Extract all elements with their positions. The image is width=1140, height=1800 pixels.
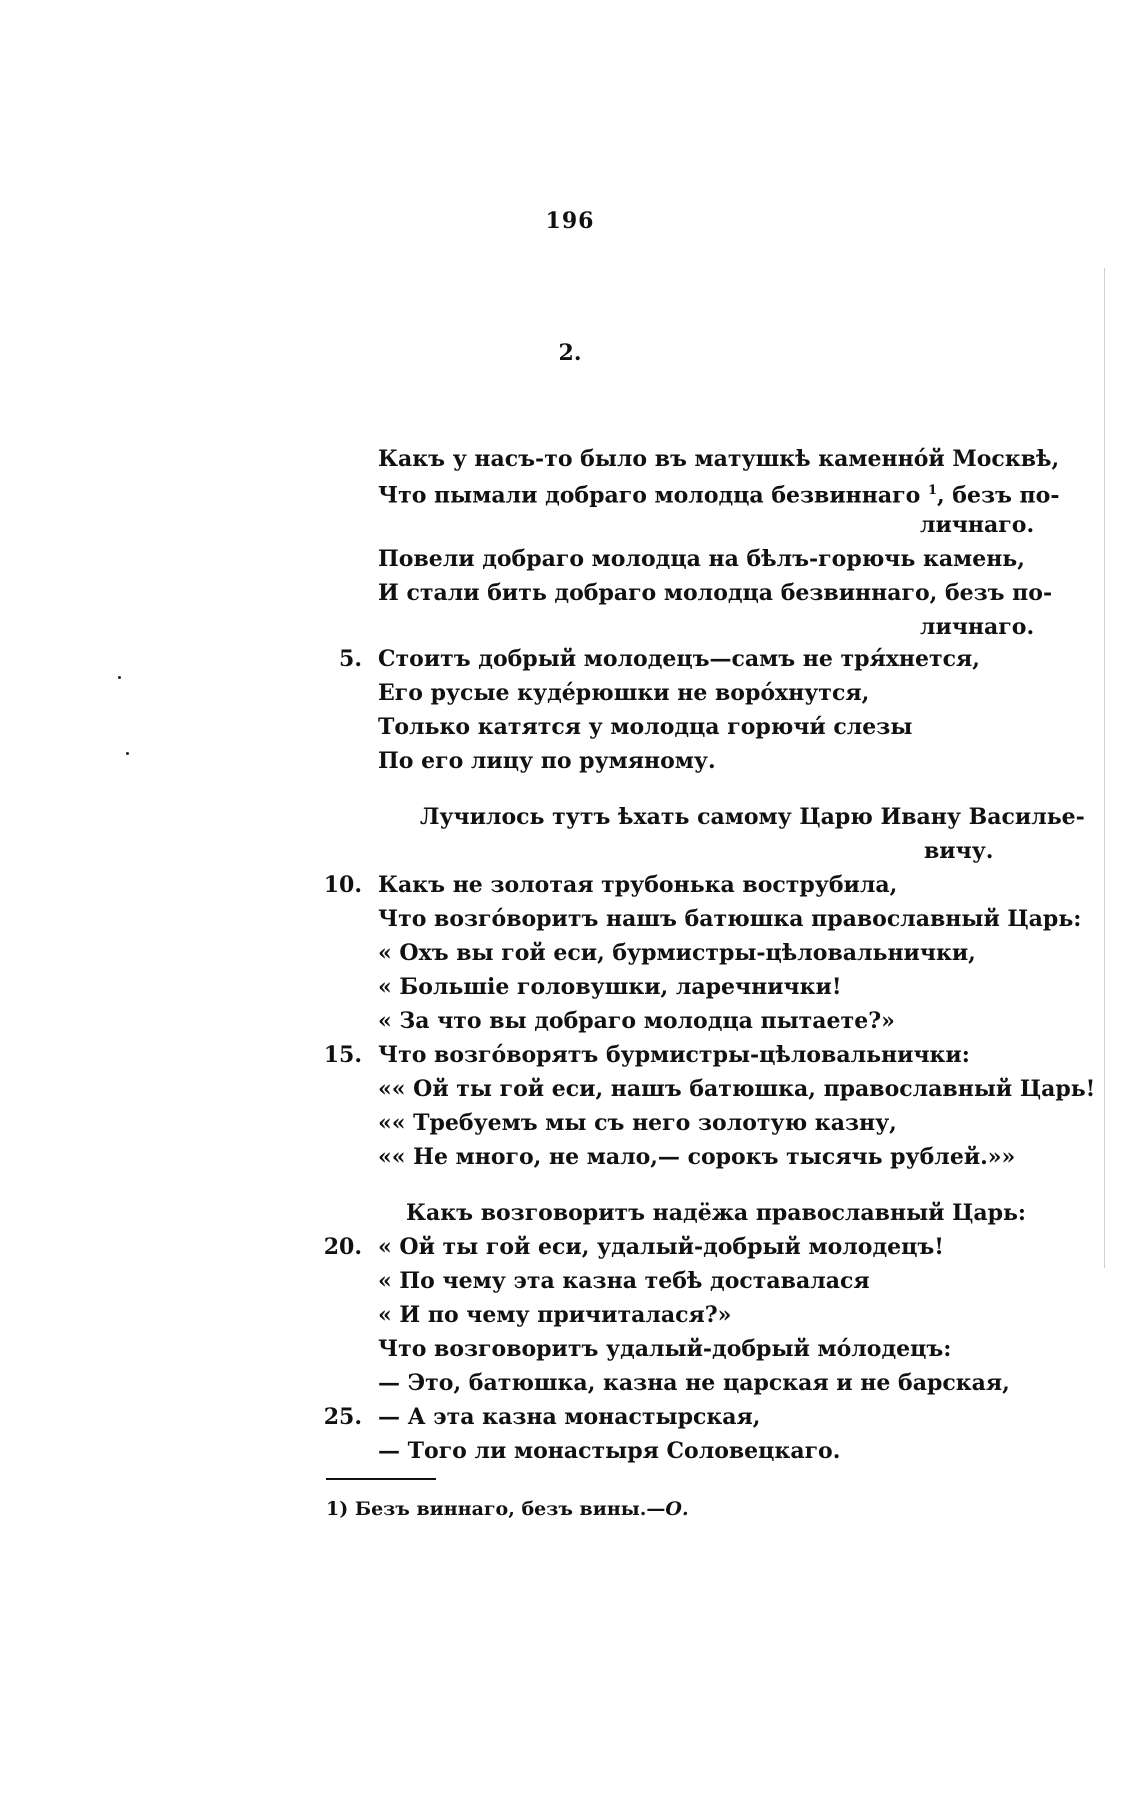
footnote-separator	[326, 1478, 436, 1480]
verse-line-3: Повели добраго молодца на бѣлъ-горючь камень,	[378, 546, 1025, 572]
verse-line-15: Что возго́ворятъ бурмистры-цѣловальнички:	[378, 1042, 970, 1068]
poem-number: 2.	[558, 340, 582, 366]
verse-line-9: Лучилось тутъ ѣхать самому Царю Ивану Василье-	[420, 804, 1085, 830]
verse-line-21: « По чему эта казна тебѣ доставалася	[378, 1268, 870, 1294]
verse-line-26: — Того ли монастыря Соловецкаго.	[378, 1438, 841, 1464]
verse-line-11: Что возго́воритъ нашъ батюшка православный Царь:	[378, 906, 1082, 932]
line-number-5: 5.	[339, 646, 362, 672]
verse-line-2-cont: личнаго.	[920, 512, 1035, 538]
line-number-20: 20.	[323, 1234, 362, 1260]
line-number-15: 15.	[323, 1042, 362, 1068]
verse-line-2: Что пымали добраго молодца безвиннаго $^1$, безъ по-	[378, 482, 1060, 509]
verse-line-17: «« Требуемъ мы съ него золотую казну,	[378, 1110, 897, 1136]
verse-line-22: « И по чему причиталася?»	[378, 1302, 732, 1328]
verse-line-14: « За что вы добраго молодца пытаете?»	[378, 1008, 895, 1034]
footnote-text: Безъ виннаго, безъ вины.—	[354, 1498, 666, 1520]
verse-line-13: « Большіе головушки, ларечнички!	[378, 974, 842, 1000]
verse-line-9-cont: вичу.	[924, 838, 994, 864]
verse-line-18: «« Не много, не мало,— сорокъ тысячь рублей.»»	[378, 1144, 1016, 1170]
verse-line-20: « Ой ты гой еси, удалый-добрый молодецъ!	[378, 1234, 944, 1260]
line-number-10: 10.	[323, 872, 362, 898]
footnote-marker: 1)	[326, 1498, 349, 1520]
margin-rule-top	[1104, 268, 1105, 1268]
verse-line-12: « Охъ вы гой еси, бурмистры-цѣловальнички,	[378, 940, 976, 966]
footnote-ref-mark: 1	[927, 483, 937, 498]
verse-line-5: Стоитъ добрый молодецъ—самъ не тря́хнется,	[378, 646, 980, 672]
verse-line-24: — Это, батюшка, казна не царская и не барская,	[378, 1370, 1010, 1396]
verse-line-23: Что возговоритъ удалый-добрый мо́лодецъ:	[378, 1336, 952, 1362]
verse-line-10: Какъ не золотая трубонька вострубила,	[378, 872, 898, 898]
verse-line-4: И стали бить добраго молодца безвиннаго, безъ по-	[378, 580, 1053, 606]
verse-line-7: Только катятся у молодца горючи́ слезы	[378, 714, 913, 740]
verse-line-4-cont: личнаго.	[920, 614, 1035, 640]
page-number: 196	[545, 208, 595, 234]
footnote	[326, 1496, 689, 1522]
speck-mark-1	[118, 676, 121, 679]
verse-line-8: По его лицу по румяному.	[378, 748, 716, 774]
verse-line-19: Какъ возговоритъ надёжа православный Царь:	[406, 1200, 1027, 1226]
verse-line-6: Его русые куде́рюшки не воро́хнутся,	[378, 680, 870, 706]
line-number-25: 25.	[323, 1404, 362, 1430]
footnote-source: О.	[665, 1498, 689, 1520]
verse-line-1: Какъ у насъ-то было въ матушкѣ каменно́й Москвѣ,	[378, 446, 1060, 472]
verse-line-16: «« Ой ты гой еси, нашъ батюшка, православный Царь!	[378, 1076, 1096, 1102]
verse-line-25: — А эта казна монастырская,	[378, 1404, 761, 1430]
speck-mark-2	[126, 752, 129, 755]
